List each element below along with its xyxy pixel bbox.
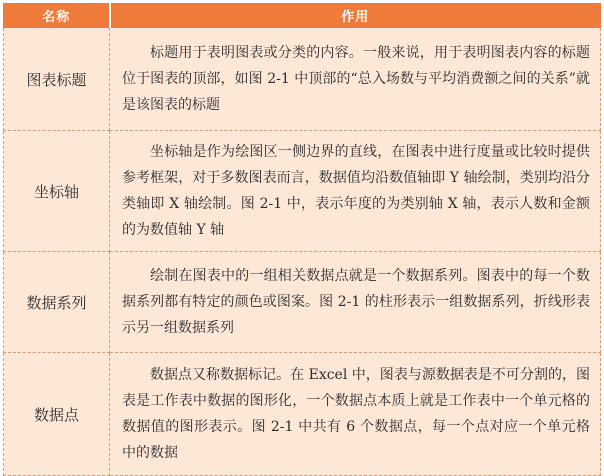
column-header-name: 名称 (4, 4, 110, 28)
row-term-data-series: 数据系列 (4, 252, 110, 353)
table-row (4, 28, 601, 131)
row-term-data-point: 数据点 (4, 353, 110, 476)
row-desc-chart-title: 标题用于表明图表或分类的内容。一般来说，用于表明图表内容的标题位于图表的顶部，如图 2-1 中顶部的“总入场数与平均消费额之间的关系”就是该图表的标题 (110, 28, 601, 131)
table-header-row (4, 4, 601, 28)
row-term-chart-title: 图表标题 (4, 28, 110, 131)
column-header-desc: 作用 (110, 4, 601, 28)
table-row (4, 131, 601, 252)
row-desc-data-series: 绘制在图表中的一组相关数据点就是一个数据系列。图表中的每一个数据系列都有特定的颜色或图案。图 2-1 的柱形表示一组数据系列，折线形表示另一组数据系列 (110, 252, 601, 353)
row-term-axis: 坐标轴 (4, 131, 110, 252)
table-row (4, 252, 601, 353)
row-desc-axis: 坐标轴是作为绘图区一侧边界的直线，在图表中进行度量或比较时提供参考框架，对于多数图表而言，数据值均沿数值轴即 Y 轴绘制，类别均沿分类轴即 X 轴绘制。图 2-1 中，表示年度的为类别轴 X 轴，表示人数和金额的为数值轴 Y 轴 (110, 131, 601, 252)
chart-elements-table (3, 3, 601, 476)
definition-table-container (3, 3, 600, 461)
table-row (4, 353, 601, 476)
row-desc-data-point: 数据点又称数据标记。在 Excel 中，图表与源数据表是不可分割的，图表是工作表中数据的图形化，一个数据点本质上就是工作表中一个单元格的数据值的图形表示。图 2-1 中共有 6 个数据点，每一个点对应一个单元格中的数据 (110, 353, 601, 476)
